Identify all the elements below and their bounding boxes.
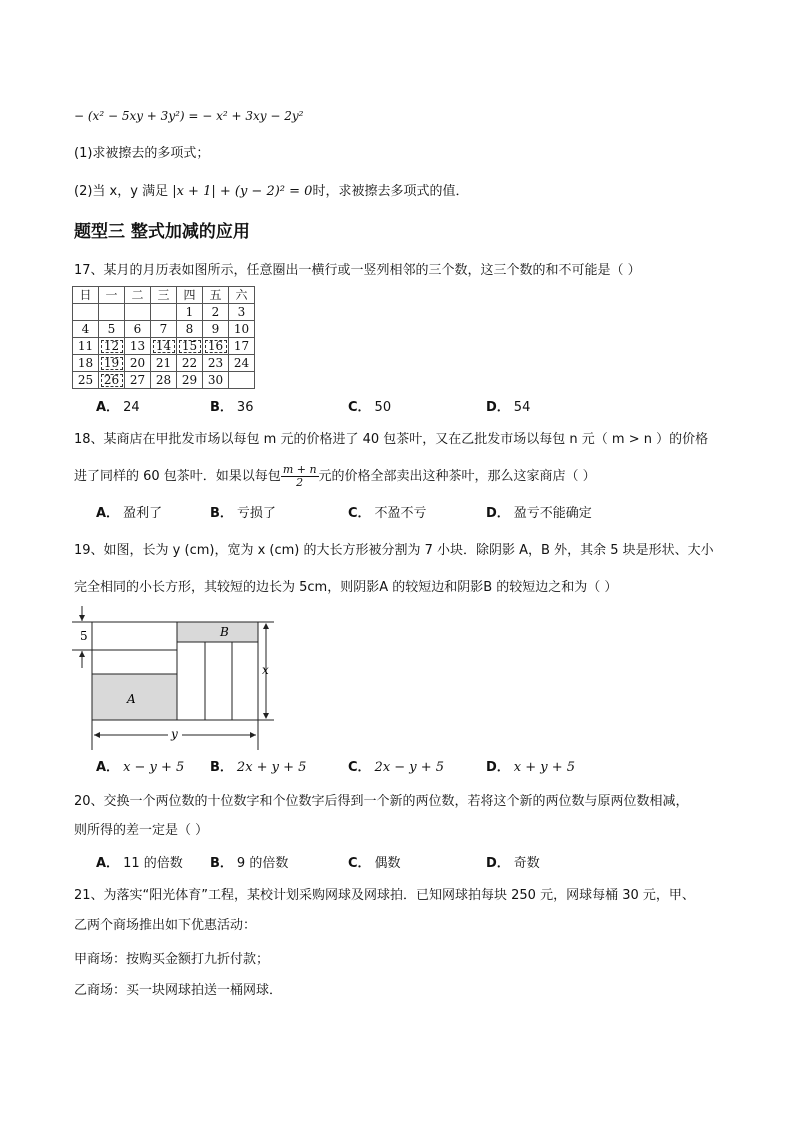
calendar-cell: 4 xyxy=(73,321,99,338)
option-text: 9 的倍数 xyxy=(236,856,289,871)
calendar-cell: 7 xyxy=(151,321,177,338)
q20-line2: 则所得的差一定是（ ） xyxy=(74,823,209,838)
q19-option-c[interactable] xyxy=(348,758,444,778)
section-title: 题型三 整式加减的应用 xyxy=(74,222,250,242)
option-text: 2x + y + 5 xyxy=(236,760,307,775)
option-text: 奇数 xyxy=(513,856,540,871)
calendar-header-row xyxy=(73,287,255,304)
q16-part2-expr: |x + 1| + (y − 2)² = 0 xyxy=(172,184,313,199)
calendar-header-cell: 三 xyxy=(151,287,177,304)
q18-option-a[interactable] xyxy=(96,504,162,524)
calendar-cell: 22 xyxy=(177,355,203,372)
q17-option-b[interactable] xyxy=(210,398,253,418)
option-text: 盈亏不能确定 xyxy=(513,506,592,521)
calendar-cell: 18 xyxy=(73,355,99,372)
option-letter: B． xyxy=(210,760,233,775)
calendar-row xyxy=(73,338,255,355)
q20-option-c[interactable] xyxy=(348,854,401,874)
option-text: 50 xyxy=(374,400,392,415)
calendar-cell-circled: 26 xyxy=(99,372,125,389)
label-y: y xyxy=(171,727,178,741)
arrow-head-up-icon xyxy=(79,651,85,657)
option-text: 2x − y + 5 xyxy=(374,760,445,775)
arrow-head-right-icon xyxy=(250,732,256,738)
q16-part2 xyxy=(74,182,468,202)
option-text: 亏损了 xyxy=(236,506,276,521)
label-a: A xyxy=(127,692,136,706)
option-letter: B． xyxy=(210,506,233,521)
option-text: 54 xyxy=(513,400,531,415)
q20-option-b[interactable] xyxy=(210,854,288,874)
option-letter: C． xyxy=(348,760,371,775)
calendar-cell: 30 xyxy=(203,372,229,389)
q18-option-d[interactable] xyxy=(486,504,592,524)
calendar-cell-circled: 14 xyxy=(151,338,177,355)
calendar-row xyxy=(73,304,255,321)
calendar-cell: 3 xyxy=(229,304,255,321)
option-letter: A． xyxy=(96,760,120,775)
calendar-row xyxy=(73,321,255,338)
q19-figure xyxy=(70,604,290,752)
calendar-cell: 6 xyxy=(125,321,151,338)
calendar-row xyxy=(73,355,255,372)
q18-option-c[interactable] xyxy=(348,504,427,524)
calendar-cell: 17 xyxy=(229,338,255,355)
option-letter: D． xyxy=(486,760,510,775)
arrow-head-left-icon xyxy=(94,732,100,738)
calendar-row xyxy=(73,372,255,389)
q17-option-a[interactable] xyxy=(96,398,140,418)
arrow-head-up-icon xyxy=(263,623,269,629)
calendar-header-cell: 日 xyxy=(73,287,99,304)
calendar-cell: 8 xyxy=(177,321,203,338)
calendar-cell: 24 xyxy=(229,355,255,372)
q19-option-b[interactable] xyxy=(210,758,306,778)
arrow-head-down-icon xyxy=(79,615,85,621)
calendar-cell xyxy=(73,304,99,321)
option-letter: D． xyxy=(486,856,510,871)
q21-line4: 乙商场：买一块网球拍送一桶网球． xyxy=(74,983,283,998)
option-letter: B． xyxy=(210,856,233,871)
q17-option-c[interactable] xyxy=(348,398,391,418)
q17-option-d[interactable] xyxy=(486,398,530,418)
q19-option-d[interactable] xyxy=(486,758,575,778)
calendar-header-cell: 一 xyxy=(99,287,125,304)
calendar-header-cell: 五 xyxy=(203,287,229,304)
calendar-header-cell: 四 xyxy=(177,287,203,304)
q18-line2 xyxy=(74,464,596,489)
calendar-cell: 21 xyxy=(151,355,177,372)
calendar-cell-circled: 16 xyxy=(203,338,229,355)
calendar-cell: 11 xyxy=(73,338,99,355)
frac-denominator: 2 xyxy=(296,476,304,489)
arrow-head-down-icon xyxy=(263,713,269,719)
option-letter: A． xyxy=(96,400,120,415)
calendar-cell: 29 xyxy=(177,372,203,389)
label-x: x xyxy=(262,663,269,677)
option-text: 偶数 xyxy=(374,856,401,871)
calendar-cell: 28 xyxy=(151,372,177,389)
option-text: x − y + 5 xyxy=(123,760,185,775)
option-text: 36 xyxy=(236,400,254,415)
calendar-cell: 13 xyxy=(125,338,151,355)
calendar-header-cell: 二 xyxy=(125,287,151,304)
shaded-region-b xyxy=(177,622,258,642)
q17-text: 17、某月的月历表如图所示，任意圈出一横行或一竖列相邻的三个数，这三个数的和不可能是（ ） xyxy=(74,263,641,278)
calendar-cell xyxy=(151,304,177,321)
label-five: 5 xyxy=(80,629,88,643)
q20-option-d[interactable] xyxy=(486,854,540,874)
q18-line1: 18、某商店在甲批发市场以每包 m 元的价格进了 40 包茶叶，又在乙批发市场以每包 n 元（ m > n ）的价格 xyxy=(74,432,709,447)
option-letter: C． xyxy=(348,506,371,521)
q18-line2-a: 进了同样的 60 包茶叶．如果以每包 xyxy=(74,469,281,484)
q16-part1: (1)求被擦去的多项式； xyxy=(74,146,210,161)
calendar-cell: 20 xyxy=(125,355,151,372)
option-letter: C． xyxy=(348,400,371,415)
calendar-cell: 5 xyxy=(99,321,125,338)
q19-option-a[interactable] xyxy=(96,758,184,778)
calendar-cell: 10 xyxy=(229,321,255,338)
option-text: 24 xyxy=(123,400,140,415)
calendar-cell: 27 xyxy=(125,372,151,389)
q21-line3: 甲商场：按购买金额打九折付款； xyxy=(74,952,270,967)
q19-line1: 19、如图，长为 y (cm)，宽为 x (cm) 的大长方形被分割为 7 小块．除阴影 A，B 外，其余 5 块是形状、大小 xyxy=(74,543,714,558)
calendar-cell: 23 xyxy=(203,355,229,372)
option-text: 盈利了 xyxy=(123,506,163,521)
q16-equation: − (x² − 5xy + 3y²) = − x² + 3xy − 2y² xyxy=(74,109,304,123)
calendar-cell xyxy=(99,304,125,321)
calendar-table xyxy=(72,286,255,389)
calendar-cell: 2 xyxy=(203,304,229,321)
calendar-cell xyxy=(229,372,255,389)
option-letter: A． xyxy=(96,856,120,871)
q18-line2-b: 元的价格全部卖出这种茶叶，那么这家商店（ ） xyxy=(318,469,596,484)
option-text: 不盈不亏 xyxy=(374,506,427,521)
option-letter: D． xyxy=(486,506,510,521)
option-letter: C． xyxy=(348,856,371,871)
frac-numerator: m + n xyxy=(282,463,317,476)
q18-option-b[interactable] xyxy=(210,504,276,524)
q16-part2-a: (2)当 x，y 满足 xyxy=(74,184,173,199)
option-letter: A． xyxy=(96,506,120,521)
q20-line1: 20、交换一个两位数的十位数字和个位数字后得到一个新的两位数，若将这个新的两位数与原两位数相减， xyxy=(74,794,689,809)
q21-line1: 21、为落实“阳光体育”工程，某校计划采购网球及网球拍．已知网球拍每块 250 元，网球每桶 30 元，甲、 xyxy=(74,888,695,903)
calendar-cell-circled: 19 xyxy=(99,355,125,372)
calendar-cell xyxy=(125,304,151,321)
q16-part2-b: 时，求被擦去多项式的值． xyxy=(312,184,469,199)
q18-fraction xyxy=(281,464,319,489)
q21-line2: 乙两个商场推出如下优惠活动： xyxy=(74,918,257,933)
label-b: B xyxy=(220,625,229,639)
calendar-header-cell: 六 xyxy=(229,287,255,304)
calendar-cell-circled: 12 xyxy=(99,338,125,355)
option-letter: B． xyxy=(210,400,233,415)
calendar-cell: 9 xyxy=(203,321,229,338)
option-text: 11 的倍数 xyxy=(123,856,183,871)
calendar-cell-circled: 15 xyxy=(177,338,203,355)
q20-option-a[interactable] xyxy=(96,854,183,874)
q19-line2: 完全相同的小长方形，其较短的边长为 5cm，则阴影A 的较短边和阴影B 的较短边之和为（ ） xyxy=(74,580,618,595)
calendar-cell: 25 xyxy=(73,372,99,389)
option-text: x + y + 5 xyxy=(513,760,576,775)
calendar-cell: 1 xyxy=(177,304,203,321)
option-letter: D． xyxy=(486,400,510,415)
